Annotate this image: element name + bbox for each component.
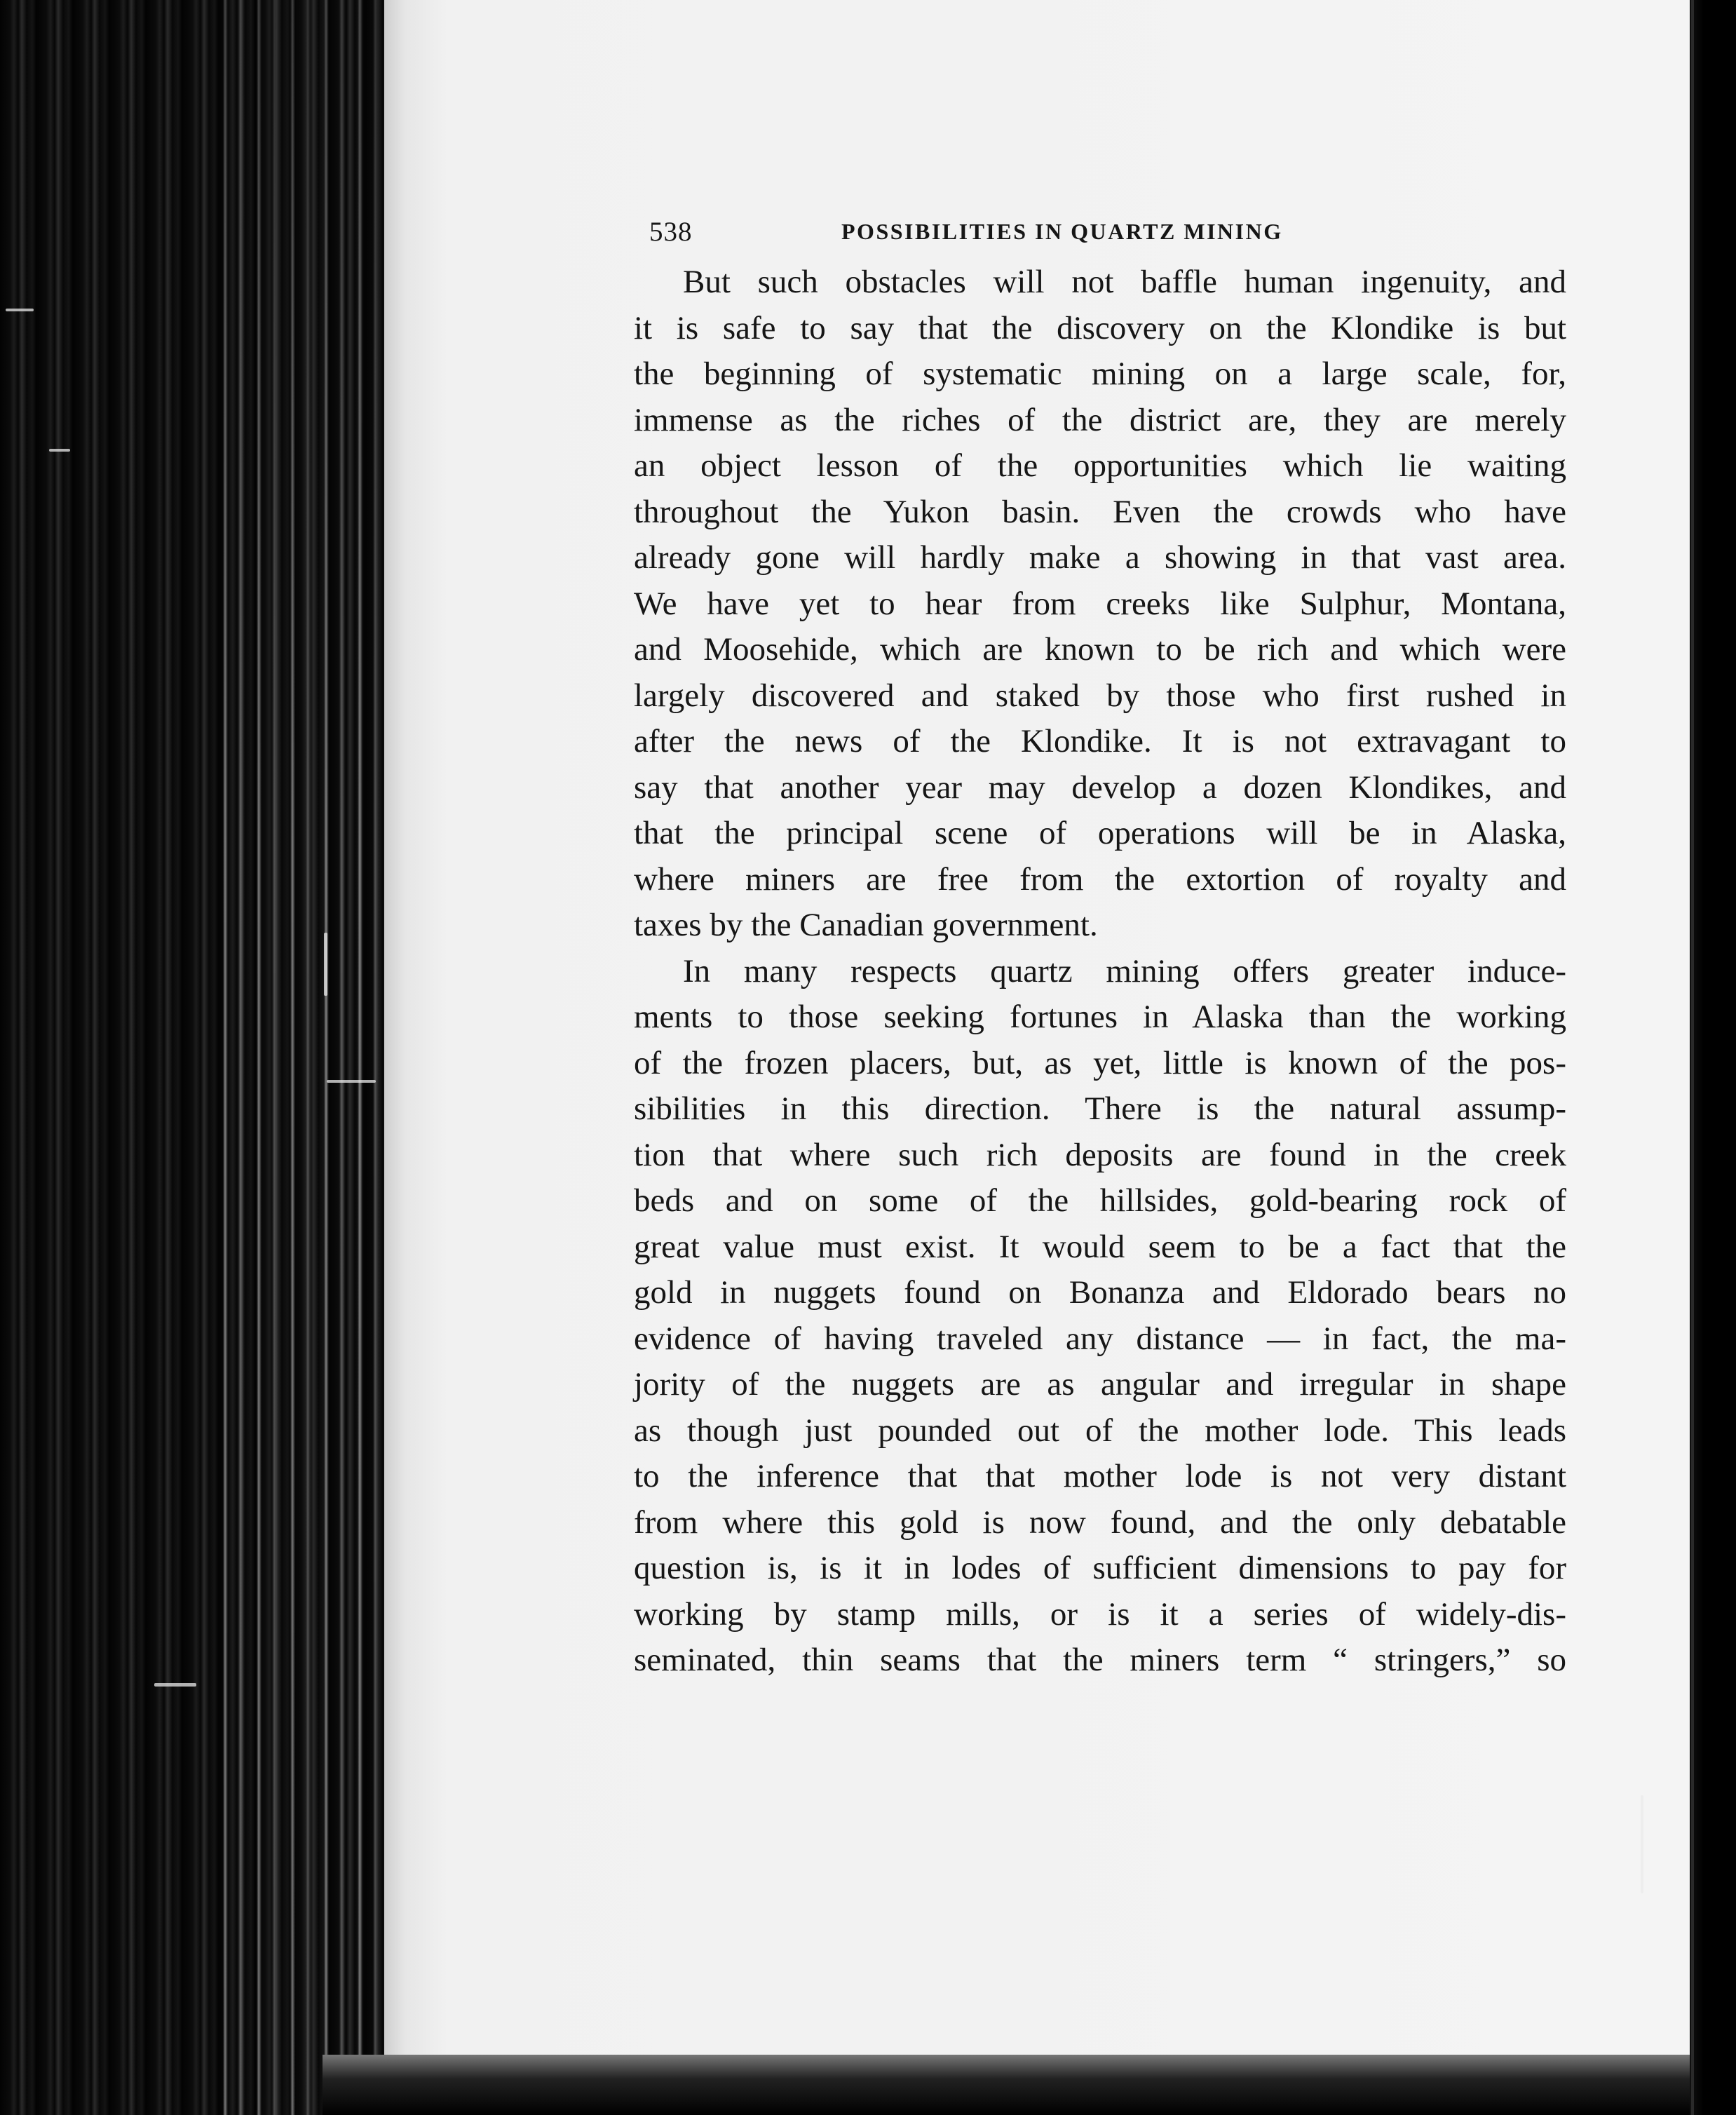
text-line: throughout the Yukon basin. Even the crowds who have (634, 493, 1566, 530)
text-line: seminated, thin seams that the miners term “ stringers,” so (634, 1642, 1566, 1678)
text-line: of the frozen placers, but, as yet, little is known of the pos- (634, 1044, 1566, 1081)
text-line: the beginning of systematic mining on a large scale, for, (634, 356, 1566, 392)
text-line: jority of the nuggets are as angular and irregular in shape (634, 1366, 1566, 1403)
text-block (634, 210, 1566, 1684)
edge-scratch (49, 449, 70, 452)
text-line: largely discovered and staked by those who first rushed in (634, 677, 1566, 714)
text-line: sibilities in this direction. There is the natural assump- (634, 1090, 1566, 1127)
text-line: beds and on some of the hillsides, gold-bearing rock of (634, 1182, 1566, 1219)
text-line: as though just pounded out of the mother lode. This leads (634, 1412, 1566, 1449)
text-line: immense as the riches of the district are, they are merely (634, 401, 1566, 438)
text-line: and Moosehide, which are known to be rich and which were (634, 631, 1566, 668)
text-line: tion that where such rich deposits are found in the creek (634, 1136, 1566, 1173)
text-line: taxes by the Canadian government. (634, 907, 1098, 943)
text-line: where miners are free from the extortion of royalty and (634, 860, 1566, 898)
running-title: POSSIBILITIES IN QUARTZ MINING (841, 219, 1283, 244)
text-line: ments to those seeking fortunes in Alaska than the working (634, 999, 1566, 1035)
edge-scratch (1641, 1795, 1643, 1893)
text-line: already gone will hardly make a showing in that vast area. (634, 539, 1566, 576)
text-line: evidence of having traveled any distance — in fact, the ma- (634, 1320, 1566, 1357)
page-number: 538 (649, 217, 693, 247)
edge-scratch (327, 1080, 376, 1083)
text-line: We have yet to hear from creeks like Sulphur, Montana, (634, 585, 1566, 622)
text-line: working by stamp mills, or is it a series of widely-dis- (634, 1595, 1566, 1633)
text-line: question is, is it in lodes of sufficient dimensions to pay for (634, 1550, 1566, 1586)
edge-scratch (324, 933, 327, 996)
edge-scratch (154, 1683, 196, 1687)
right-border (1690, 0, 1736, 2115)
text-line: an object lesson of the opportunities which lie waiting (634, 447, 1566, 484)
edge-scratch (6, 309, 34, 311)
right-border-line (1691, 0, 1694, 2115)
paragraph (634, 949, 1566, 1684)
text-line: great value must exist. It would seem to be a fact that the (634, 1228, 1566, 1265)
text-line: In many respects quartz mining offers greater induce- (683, 952, 1566, 989)
text-line: from where this gold is now found, and the only debatable (634, 1504, 1566, 1541)
text-line: that the principal scene of operations will be in Alaska, (634, 815, 1566, 851)
text-line: after the news of the Klondike. It is not extravagant to (634, 723, 1566, 759)
paragraph (634, 259, 1566, 949)
text-line: say that another year may develop a dozen Klondikes, and (634, 769, 1566, 806)
running-head (634, 210, 1566, 259)
text-line: But such obstacles will not baffle human ingenuity, and (683, 264, 1566, 300)
text-line: it is safe to say that the discovery on the Klondike is but (634, 309, 1566, 346)
text-line: gold in nuggets found on Bonanza and Eldorado bears no (634, 1274, 1566, 1311)
text-line: to the inference that that mother lode is not very distant (634, 1458, 1566, 1494)
page-bottom-shadow (323, 2055, 1697, 2115)
page-stack-edges (210, 0, 393, 2115)
